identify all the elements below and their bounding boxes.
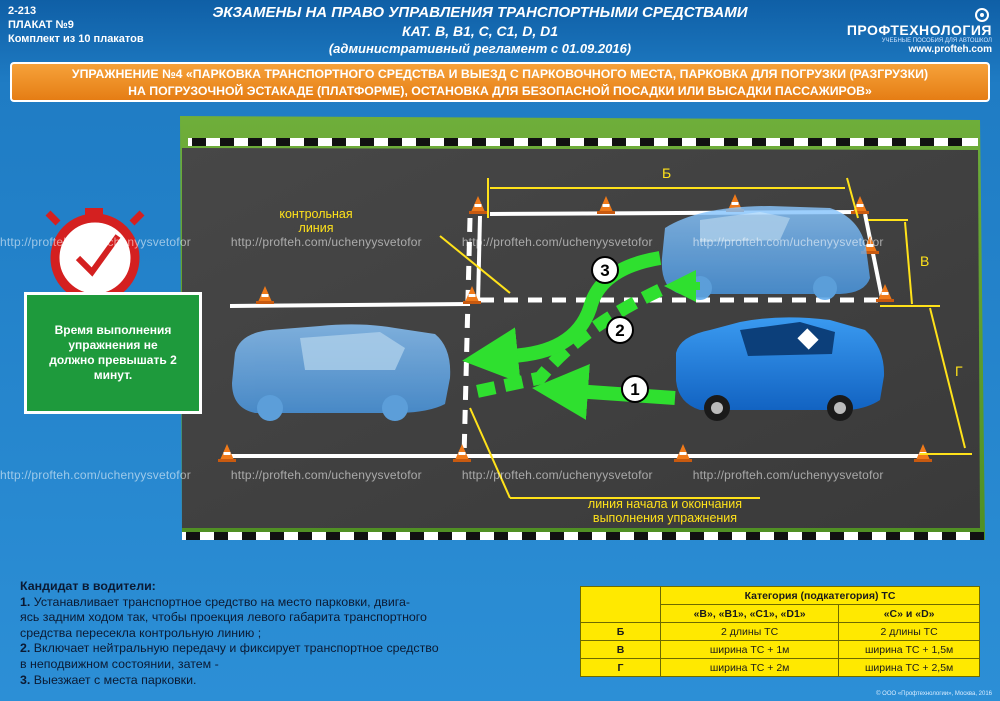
curb-dash xyxy=(550,532,564,540)
watermark-text: http://profteh.com/uchenyysvetofor xyxy=(0,235,191,249)
curb-dash xyxy=(304,138,318,146)
curb-dash xyxy=(494,532,508,540)
step-3-line-1: Выезжает с места парковки. xyxy=(30,672,197,687)
table-row-label: В xyxy=(581,641,661,659)
curb-dash xyxy=(808,138,822,146)
watermark-text: http://profteh.com/uchenyysvetofor xyxy=(692,468,884,482)
step-marker-2 xyxy=(607,317,633,343)
curb-dash xyxy=(270,532,284,540)
time-limit-box xyxy=(24,292,202,414)
curb-dash xyxy=(858,532,872,540)
control-line-label xyxy=(264,207,368,235)
copyright: © ООО «Профтехнологии», Москва, 2016 xyxy=(876,691,992,697)
curb-dash xyxy=(836,138,850,146)
watermark-text: http://profteh.com/uchenyysvetofor xyxy=(230,235,422,249)
time-limit-text: Время выполнения упражнения не должно превышать 2 минут. xyxy=(49,323,177,382)
curb-dash xyxy=(662,532,676,540)
table-cell: 2 длины ТС xyxy=(839,623,980,641)
step-2-text xyxy=(20,641,520,657)
table-header-row xyxy=(581,587,980,605)
curb-dash xyxy=(528,138,542,146)
bottom-curb-dashes xyxy=(186,532,984,540)
curb-dash xyxy=(466,532,480,540)
curb-dash xyxy=(718,532,732,540)
logo-tagline: УЧЕБНЫЕ ПОСОБИЯ ДЛЯ АВТОШКОЛ xyxy=(881,38,992,45)
curb-dash xyxy=(640,138,654,146)
step-marker-1-label: 1 xyxy=(630,380,640,399)
curb-dash xyxy=(242,532,256,540)
curb-dash xyxy=(746,532,760,540)
curb-dash xyxy=(444,138,458,146)
page-title xyxy=(160,4,800,57)
curb-dash xyxy=(780,138,794,146)
watermark-row-1 xyxy=(0,235,1000,249)
curb-dash xyxy=(914,532,928,540)
table-row xyxy=(581,623,980,641)
curb-dash xyxy=(802,532,816,540)
curb-dash xyxy=(192,138,206,146)
curb-dash xyxy=(668,138,682,146)
poster-number: ПЛАКАТ №9 xyxy=(8,19,74,31)
exam-car xyxy=(676,317,884,421)
table-header: Категория (подкатегория) ТС xyxy=(661,587,980,605)
step-1-number: 1. xyxy=(20,594,31,609)
curb-dash xyxy=(690,532,704,540)
curb-dash xyxy=(360,138,374,146)
category-table xyxy=(580,586,980,677)
curb-dash xyxy=(388,138,402,146)
start-line-label-1: линия начала и окончания xyxy=(587,497,743,511)
publisher-logo xyxy=(832,6,992,55)
table-row-label: Б xyxy=(581,623,661,641)
watermark-text: http://profteh.com/uchenyysvetofor xyxy=(692,235,884,249)
table-cell: ширина ТС + 1м xyxy=(661,641,839,659)
logo-name: ПРОФТЕХНОЛОГИЯ xyxy=(846,22,992,39)
step-3-number: 3. xyxy=(20,672,31,687)
curb-dash xyxy=(410,532,424,540)
logo-mark-icon xyxy=(975,8,989,22)
exercise-banner xyxy=(10,62,990,102)
curb-dash xyxy=(522,532,536,540)
table-cell: 2 длины ТС xyxy=(661,623,839,641)
curb-dash xyxy=(214,532,228,540)
curb-dash xyxy=(920,138,934,146)
table-row-label: Г xyxy=(581,659,661,677)
dimension-b-label: Б xyxy=(662,165,672,181)
curb-dash xyxy=(332,138,346,146)
candidate-instructions xyxy=(20,579,520,688)
curb-dash xyxy=(696,138,710,146)
curb-dash xyxy=(948,138,962,146)
title-line-1: ЭКЗАМЕНЫ НА ПРАВО УПРАВЛЕНИЯ ТРАНСПОРТНЫМИ СРЕДСТВАМИ xyxy=(212,4,748,21)
curb-dash xyxy=(584,138,598,146)
curb-dash xyxy=(298,532,312,540)
watermark-text: http://profteh.com/uchenyysvetofor xyxy=(461,235,653,249)
curb-dash xyxy=(248,138,262,146)
control-line-label-1: контрольная xyxy=(279,207,353,221)
curb-dash xyxy=(354,532,368,540)
banner-line-1: УПРАЖНЕНИЕ №4 «ПАРКОВКА ТРАНСПОРТНОГО СРЕДСТВА И ВЫЕЗД С ПАРКОВОЧНОГО МЕСТА, ПАРКОВКА ДЛЯ ПОГРУЗКИ (РАЗГРУЗКИ) xyxy=(71,67,929,81)
title-line-2: КАТ. B, B1, C, C1, D, D1 xyxy=(401,23,559,39)
watermark-row-2 xyxy=(0,468,1000,482)
poster-info xyxy=(8,4,144,46)
step-1-line-3: средства пересекла контрольную линию ; xyxy=(20,625,262,640)
curb-dash xyxy=(500,138,514,146)
step-marker-3 xyxy=(592,257,618,283)
watermark-text: http://profteh.com/uchenyysvetofor xyxy=(461,468,653,482)
curb-dash xyxy=(886,532,900,540)
table-row xyxy=(581,641,980,659)
curb-dash xyxy=(220,138,234,146)
dimension-v-label: В xyxy=(920,253,930,269)
table-col-1: «В», «В1», «С1», «D1» xyxy=(661,605,839,623)
step-2-line-2: в неподвижном состоянии, затем - xyxy=(20,656,219,671)
curb-dash xyxy=(606,532,620,540)
left-boundary-line xyxy=(230,304,470,306)
poster-code: 2-213 xyxy=(8,5,37,17)
curb-dash xyxy=(942,532,956,540)
table-cell: ширина ТС + 2,5м xyxy=(839,659,980,677)
candidate-title: Кандидат в водители: xyxy=(20,579,156,593)
step-1-line-1: Устанавливает транспортное средство на место парковки, двига- xyxy=(30,594,411,609)
curb-dash xyxy=(612,138,626,146)
step-marker-2-label: 2 xyxy=(615,321,625,340)
curb-dash xyxy=(382,532,396,540)
curb-dash xyxy=(892,138,906,146)
step-3-text xyxy=(20,673,520,689)
ghost-car-left xyxy=(232,324,450,421)
curb-dash xyxy=(326,532,340,540)
curb-dash xyxy=(276,138,290,146)
banner-line-2: НА ПОГРУЗОЧНОЙ ЭСТАКАДЕ (ПЛАТФОРМЕ), ОСТАНОВКА ДЛЯ БЕЗОПАСНОЙ ПОСАДКИ ИЛИ ВЫСАДКИ ПАССАЖИРОВ» xyxy=(128,84,872,98)
curb-dash xyxy=(438,532,452,540)
parking-box-left xyxy=(478,216,480,303)
table-corner-cell xyxy=(581,587,661,623)
curb-dash xyxy=(752,138,766,146)
table-cell: ширина ТС + 2м xyxy=(661,659,839,677)
curb-dash xyxy=(724,138,738,146)
watermark-text: http://profteh.com/uchenyysvetofor xyxy=(230,468,422,482)
curb-dash xyxy=(970,532,984,540)
table-col-2: «С» и «D» xyxy=(839,605,980,623)
curb-dash xyxy=(472,138,486,146)
dimension-g-label: Г xyxy=(955,363,963,379)
title-line-3: (административный регламент с 01.09.2016) xyxy=(328,41,632,56)
curb-dash xyxy=(186,532,200,540)
logo-site: www.profteh.com xyxy=(908,44,992,56)
curb-dash xyxy=(830,532,844,540)
step-marker-3-label: 3 xyxy=(600,261,610,280)
start-line-label xyxy=(560,497,770,525)
arrow-step-1 xyxy=(560,390,675,398)
table-cell: ширина ТС + 1,5м xyxy=(839,641,980,659)
control-line-label-2: линия xyxy=(298,221,334,235)
step-2-number: 2. xyxy=(20,641,31,656)
stopwatch-icon xyxy=(48,208,142,298)
watermark-text: http://profteh.com/uchenyysvetofor xyxy=(0,468,191,482)
step-2-line-1: Включает нейтральную передачу и фиксирует транспортное средство xyxy=(30,641,439,656)
curb-dash xyxy=(864,138,878,146)
curb-dash xyxy=(556,138,570,146)
table-row xyxy=(581,659,980,677)
curb-dash xyxy=(416,138,430,146)
curb-dash xyxy=(578,532,592,540)
step-1-line-2: ясь задним ходом так, чтобы проекция левого габарита транспортного xyxy=(20,610,427,625)
poster-set: Комплект из 10 плакатов xyxy=(8,33,144,45)
curb-dash xyxy=(774,532,788,540)
step-1-text xyxy=(20,595,520,611)
curb-dash xyxy=(634,532,648,540)
step-marker-1 xyxy=(622,376,648,402)
start-line-label-2: выполнения упражнения xyxy=(592,511,738,525)
